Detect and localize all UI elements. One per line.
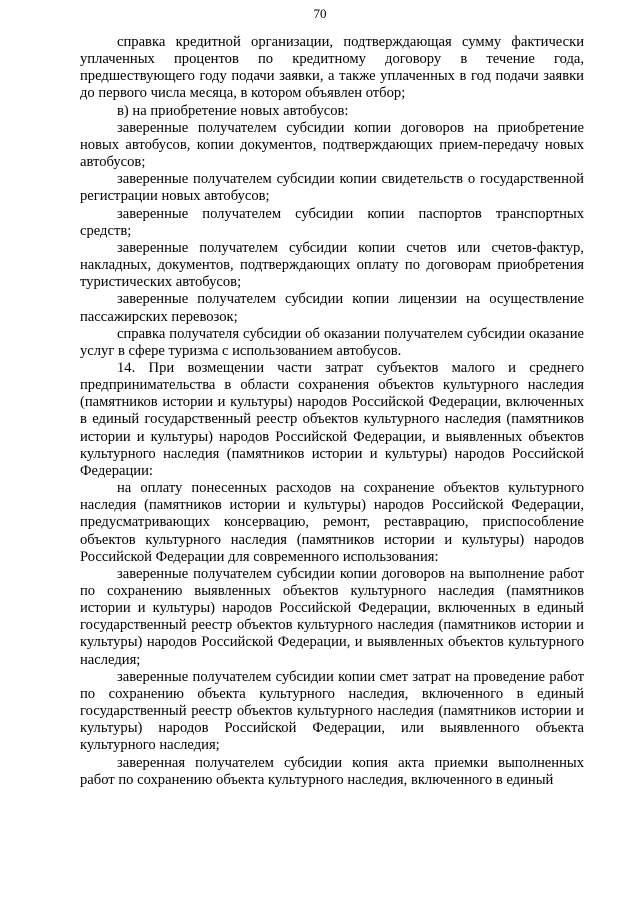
paragraph: справка получателя субсидии об оказании получателем субсидии оказание услуг в сфере туризма с использованием автобусов. (80, 325, 584, 359)
paragraph: заверенные получателем субсидии копии паспортов транспортных средств; (80, 205, 584, 239)
page-number: 70 (313, 6, 327, 21)
paragraph: заверенные получателем субсидии копии лицензии на осуществление пассажирских перевозок; (80, 291, 584, 325)
paragraph: заверенные получателем субсидии копии счетов или счетов-фактур, накладных, документов, подтверждающих оплату по договорам приобретения туристических автобусов; (80, 239, 584, 291)
paragraph: заверенные получателем субсидии копии свидетельств о государственной регистрации новых автобусов; (80, 171, 584, 205)
document-body (80, 34, 584, 789)
paragraph: в) на приобретение новых автобусов: (117, 102, 349, 119)
paragraph: заверенные получателем субсидии копии договоров на выполнение работ по сохранению выявленных объектов культурного наследия (памятников истории и культуры) народов Российской Федерации, включенных в единый государственный реестр объектов культурного наследия (памятников истории и культуры) народов Российской Федерации, и выявленных объектов культурного наследия; (80, 565, 584, 668)
paragraph: заверенная получателем субсидии копия акта приемки выполненных работ по сохранению объекта культурного наследия, включенного в единый (80, 754, 584, 788)
paragraph: заверенные получателем субсидии копии смет затрат на проведение работ по сохранению объекта культурного наследия, включенного в единый государственный реестр объектов культурного наследия (памятников истории и культуры) народов Российской Федерации, или выявленного объекта культурного наследия; (80, 668, 584, 754)
paragraph: заверенные получателем субсидии копии договоров на приобретение новых автобусов, копии документов, подтверждающих прием-передачу новых автобусов; (80, 119, 584, 171)
paragraph: на оплату понесенных расходов на сохранение объектов культурного наследия (памятников истории и культуры) народов Российской Федерации, предусматривающих консервацию, ремонт, реставрацию, приспособление объектов культурного наследия (памятников истории и культуры) народов Российской Федерации для современного использования: (80, 480, 584, 565)
paragraph: справка кредитной организации, подтверждающая сумму фактически уплаченных процентов по кредитному договору в течение года, предшествующего году подачи заявки, а также уплаченных в год подачи заявки до первого числа месяца, в котором объявлен отбор; (80, 34, 584, 102)
paragraph: 14. При возмещении части затрат субъектов малого и среднего предпринимательства в области сохранения объектов культурного наследия (памятников истории и культуры) народов Российской Федерации, включенных в единый государственный реестр объектов культурного наследия (памятников истории и культуры) народов Российской Федерации, и выявленных объектов культурного наследия (памятников истории и культуры) народов Российской Федерации: (80, 359, 584, 479)
